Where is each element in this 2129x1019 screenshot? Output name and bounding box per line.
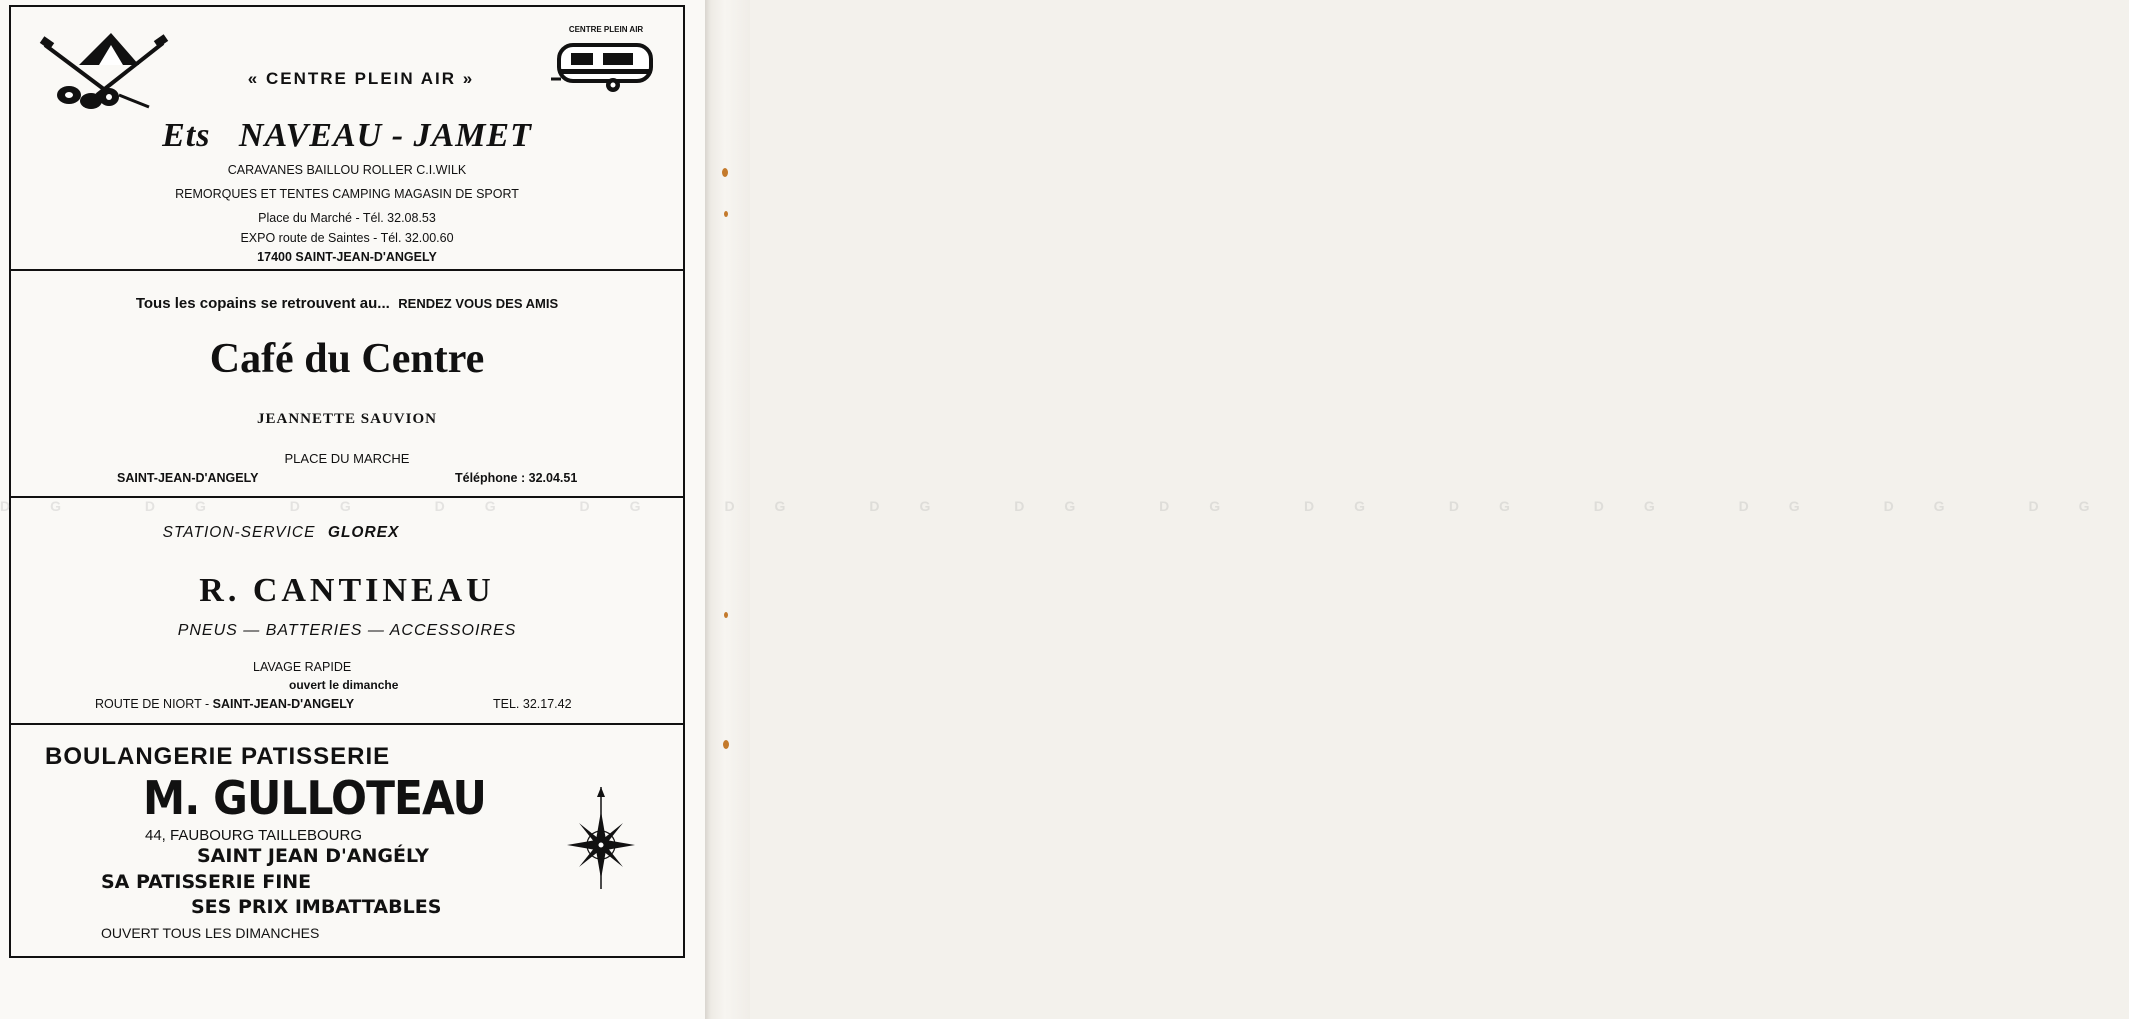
ouvert-line: ouvert le dimanche [289, 678, 399, 692]
boulangerie-title: BOULANGERIE PATISSERIE [45, 743, 391, 770]
owner-name: JEANNETTE SAUVION [257, 411, 437, 427]
advert-frame [9, 5, 685, 958]
slogan-prix: SES PRIX IMBATTABLES [191, 896, 442, 918]
tagline-sub: RENDEZ VOUS DES AMIS [398, 296, 559, 311]
lavage-line: LAVAGE RAPIDE [253, 660, 352, 674]
slogan-patisserie: SA PATISSERIE FINE [101, 871, 312, 893]
watermark: DG DG DG DG DG DG DG DG DG DG DG DG DG DG DG [0, 498, 2129, 514]
margin-dot [722, 168, 728, 177]
caravan-label: CENTRE PLEIN AIR [568, 25, 644, 34]
route-line: ROUTE DE NIORT - SAINT-JEAN-D'ANGELY [95, 697, 355, 711]
city-line: 17400 SAINT-JEAN-D'ANGELY [257, 250, 437, 264]
tagline-main: Tous les copains se retrouvent au... [135, 295, 390, 312]
gulloteau-name: M. GULLOTEAU [143, 771, 486, 825]
station-brand: GLOREX [327, 524, 400, 541]
margin-dot [724, 612, 728, 618]
route-city: SAINT-JEAN-D'ANGELY [212, 697, 355, 711]
expo-line: EXPO route de Saintes - Tél. 32.00.60 [240, 231, 454, 245]
products-line: PNEUS — BATTERIES — ACCESSOIRES [177, 622, 517, 639]
gulloteau-city: SAINT JEAN D'ANGÉLY [197, 845, 429, 867]
margin-dot [724, 211, 728, 217]
brands-line: CARAVANES BAILLOU ROLLER C.I.WILK [227, 163, 467, 177]
cafe-address: PLACE DU MARCHE [284, 451, 410, 466]
compass-star-icon [563, 783, 639, 893]
company-name: NAVEAU - JAMET [238, 117, 532, 154]
cafe-name: Café du Centre [209, 336, 485, 382]
company-name-line [11, 117, 683, 155]
centre-plein-air-title: « CENTRE PLEIN AIR » [247, 69, 475, 88]
station-label: STATION-SERVICE [162, 524, 316, 541]
camping-tent-icon [39, 25, 169, 115]
cafe-city: SAINT-JEAN-D'ANGELY [117, 471, 259, 485]
caravan-icon [551, 39, 661, 97]
cafe-phone: Téléphone : 32.04.51 [455, 471, 578, 485]
cantineau-tel: TEL. 32.17.42 [493, 697, 572, 711]
ad-gulloteau [11, 725, 683, 958]
ad-centre-plein-air [11, 7, 683, 269]
route-text: ROUTE DE NIORT [95, 697, 202, 711]
company-prefix: Ets [162, 117, 211, 154]
cantineau-name: R. CANTINEAU [199, 572, 495, 609]
margin-dot [723, 740, 729, 749]
address-line: Place du Marché - Tél. 32.08.53 [258, 211, 436, 225]
products-line: REMORQUES ET TENTES CAMPING MAGASIN DE SPORT [175, 187, 519, 201]
tagline [11, 295, 683, 313]
caravan-logo [551, 23, 661, 99]
ad-cafe-du-centre [11, 271, 683, 496]
gulloteau-address: 44, FAUBOURG TAILLEBOURG [145, 827, 363, 844]
gulloteau-open: OUVERT TOUS LES DIMANCHES [101, 925, 320, 941]
